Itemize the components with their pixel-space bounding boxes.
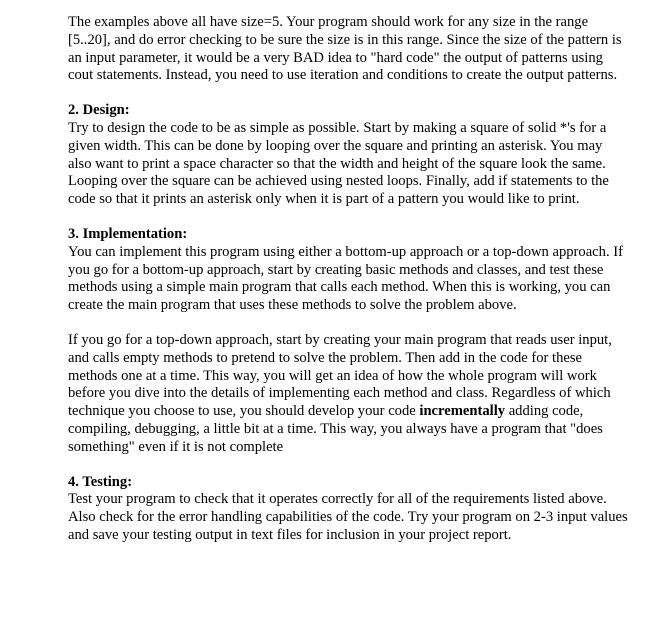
implementation-section	[68, 226, 628, 457]
implementation-paragraph-2	[68, 332, 628, 457]
incrementally-bold-text: incrementally	[419, 403, 506, 420]
testing-section	[68, 474, 628, 545]
implementation-paragraph-2-end: adding code, compiling, debugging, a little bit at a time. This way, you always have a program that "does something" even if it is not complete	[68, 403, 603, 455]
testing-heading: 4. Testing:	[68, 473, 133, 490]
design-section	[68, 102, 628, 209]
implementation-heading: 3. Implementation:	[68, 225, 188, 242]
design-paragraph: Try to design the code to be as simple as possible. Start by making a square of solid *'s for a given width. This can be done by looping over the square and printing an asterisk. You may also want to print a space character so that the width and height of the square look the same. Looping over the square can be achieved using nested loops. Finally, add if statements to the code so that it prints an asterisk only when it is part of a pattern you would like to print.	[68, 119, 609, 208]
intro-paragraph: The examples above all have size=5. Your program should work for any size in the range [5..20], and do error checking to be sure the size is in this range. Since the size of the pattern is an input parameter, it would be a very BAD idea to "hard code" the output of patterns using cout statements. Instead, you need to use iteration and conditions to create the output patterns.	[68, 14, 622, 84]
implementation-paragraph-2-start: If you go for a top-down approach, start by creating your main program that reads user input, and calls empty methods to pretend to solve the problem. Then add in the code for these methods one at a time. This way, you will get an idea of how the whole program will work before you dive into the details of implementing each method and class. Regardless of which technique you choose to use, you should develop your code	[68, 331, 612, 420]
design-heading: 2. Design:	[68, 102, 130, 119]
document-page	[68, 14, 628, 562]
implementation-paragraph-1: You can implement this program using either a bottom-up approach or a top-down approach. If you go for a bottom-up approach, start by creating basic methods and classes, and test these methods using a simple main program that calls each method. When this is working, you can create the main program that uses these methods to solve the problem above.	[68, 243, 623, 314]
testing-paragraph: Test your program to check that it operates correctly for all of the requirements listed above. Also check for the error handling capabilities of the code. Try your program on 2-3 input values and save your testing output in text files for inclusion in your project report.	[68, 491, 628, 543]
